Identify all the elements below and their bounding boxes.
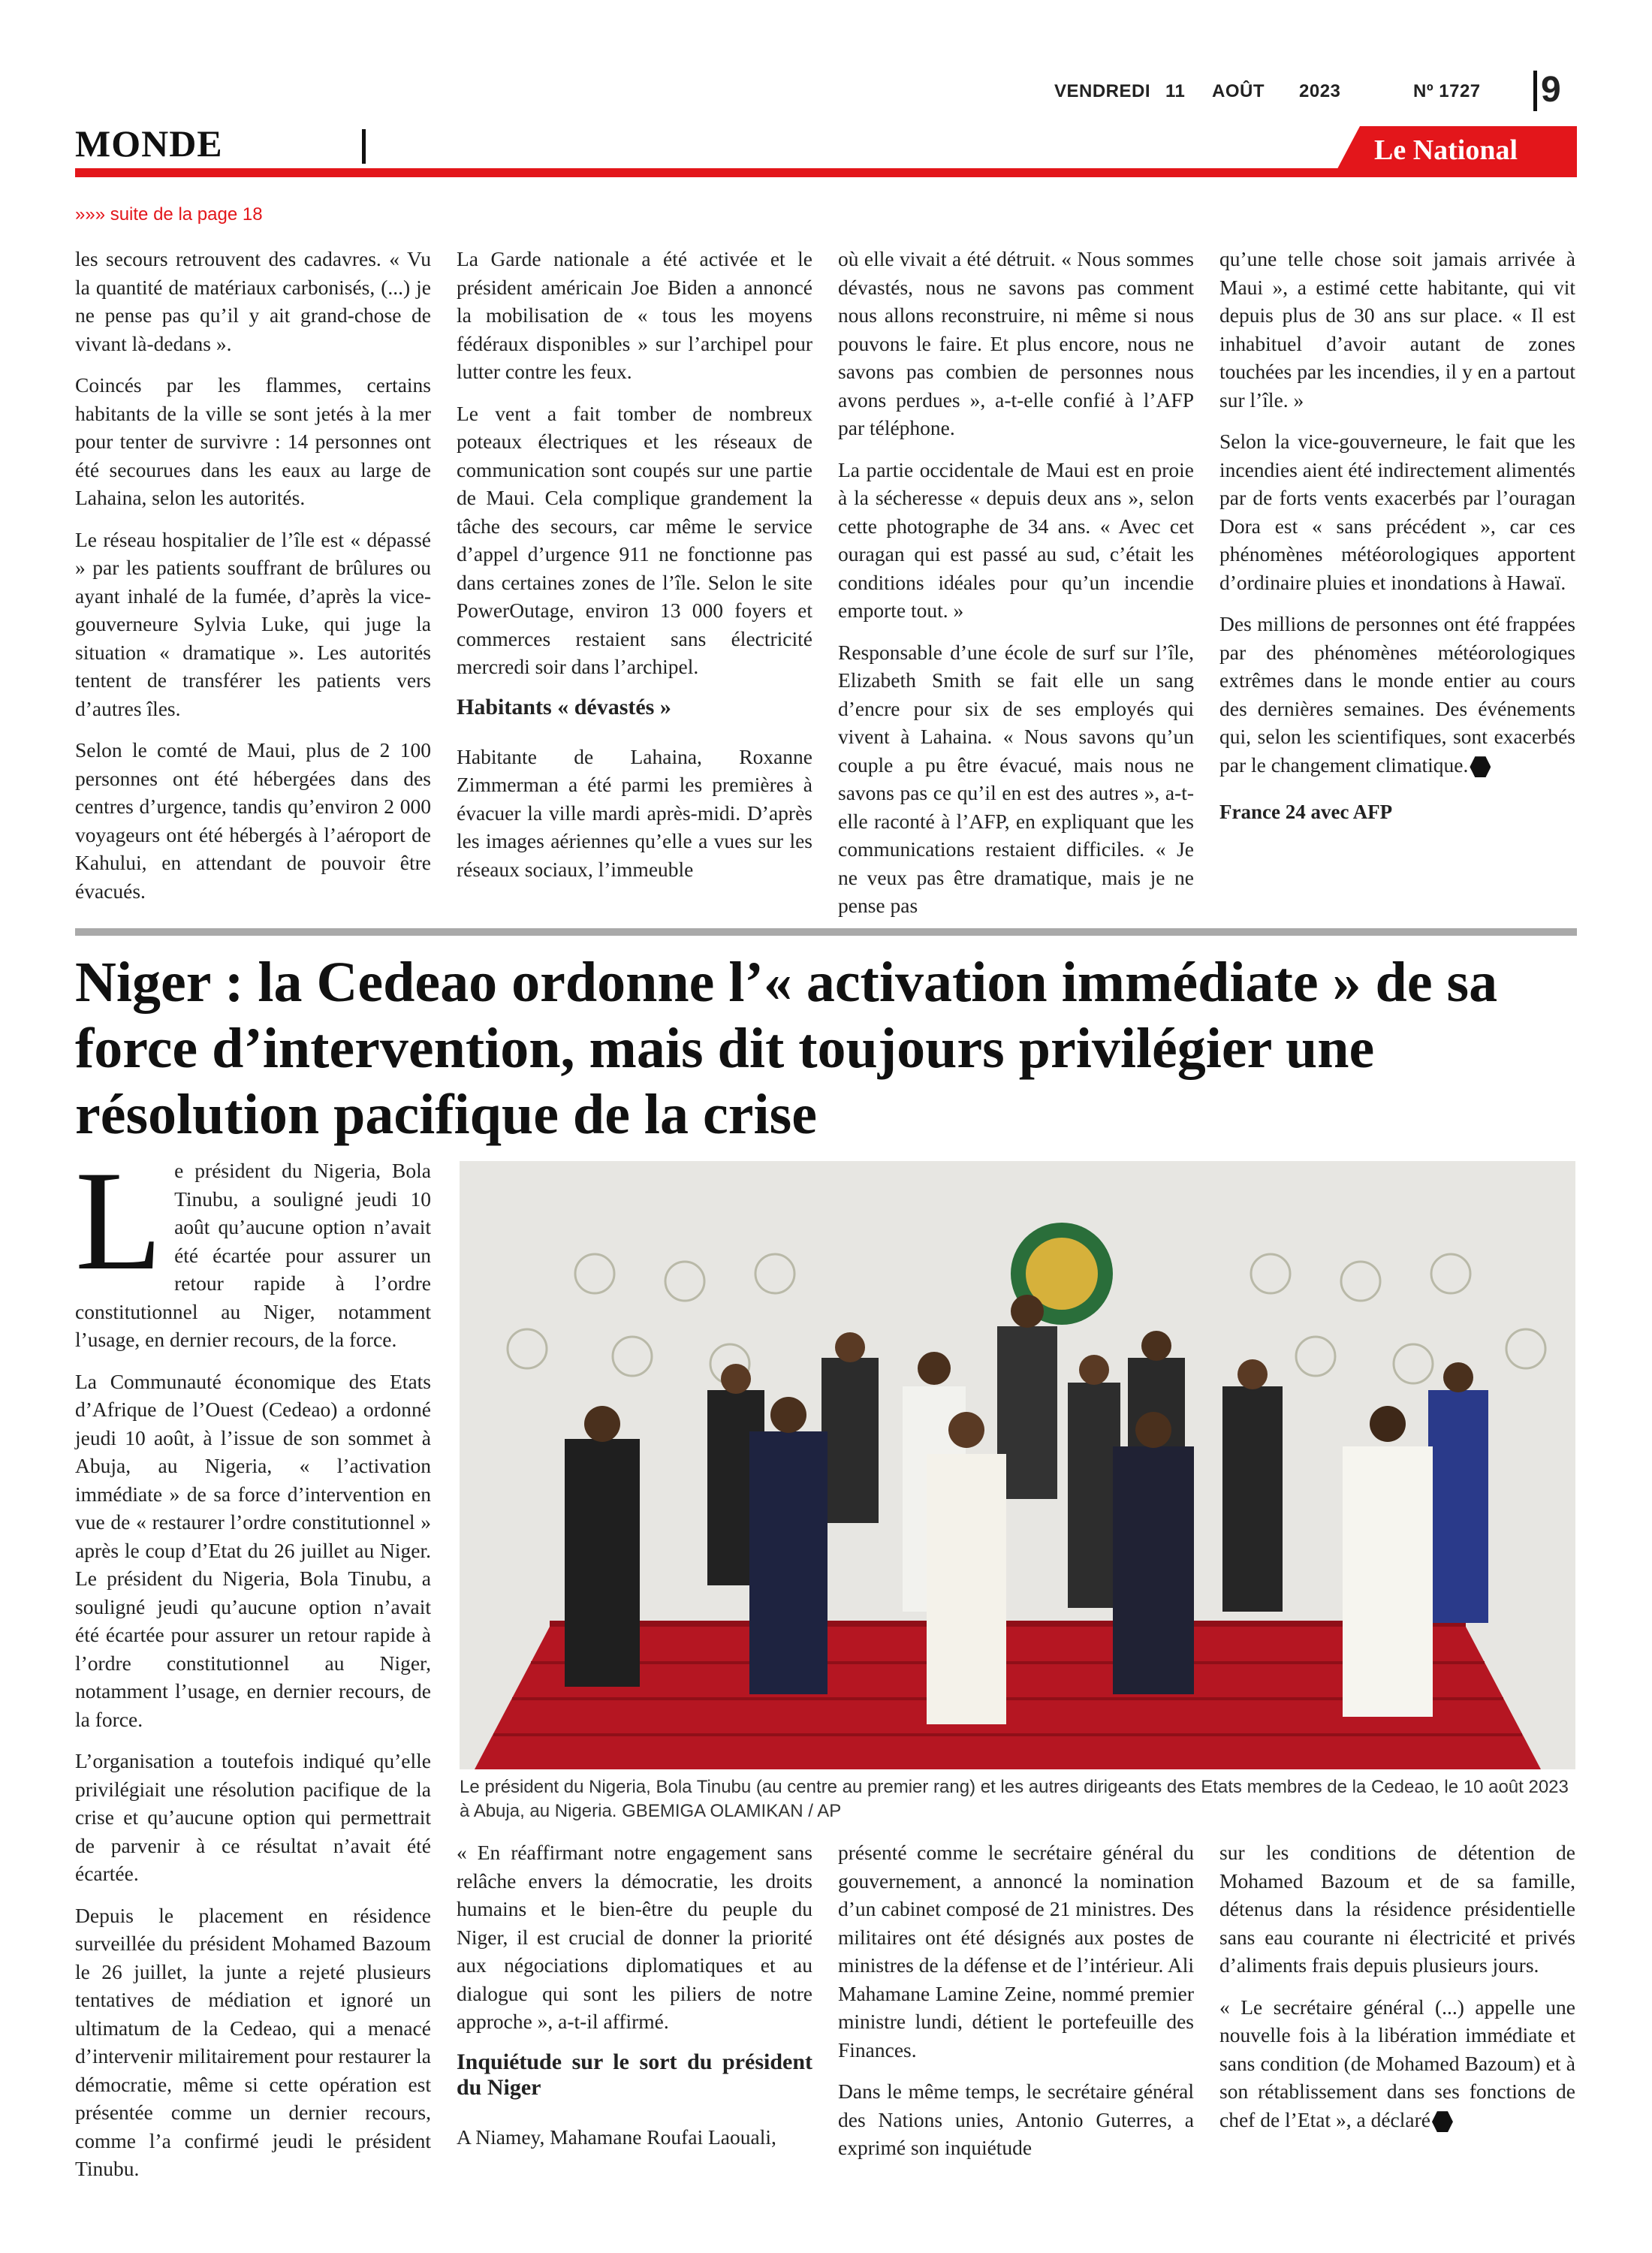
paragraph: Dans le même temps, le secrétaire général des Nations unies, Antonio Guterres, a exprimé son inquiétude bbox=[838, 2080, 1194, 2159]
header-date-number: 11 bbox=[1165, 81, 1186, 101]
header-month: AOÛT bbox=[1212, 81, 1265, 101]
paragraph: Selon le comté de Maui, plus de 2 100 personnes ont été hébergées dans des centres d’urgence, tandis qu’environ 2 000 voyageurs ont été hébergés à l’aéroport de Kahului, en attendant de pouvoir être évacués. bbox=[75, 738, 431, 903]
paragraph: sur les conditions de détention de Mohamed Bazoum et de sa famille, détenus dans la résidence présidentielle sans eau courante ni électricité et privés d’aliments frais depuis plusieurs jours. bbox=[1219, 1841, 1575, 1977]
continued-from-link[interactable]: »»» suite de la page 18 bbox=[75, 204, 263, 225]
paragraph: La Communauté économique des Etats d’Afrique de l’Ouest (Cedeao) a ordonné jeudi 10 août, à l’issue de son sommet à Abuja, au Nigeria, « l’activation immédiate » de sa force d’intervention en vue de « restaurer l’ordre constitutionnel » après le coup d’Etat du 26 juillet au Niger. Le président du Nigeria, Bola Tinubu, a souligné jeudi qu’aucune option n’avait été écartée pour assurer un retour rapide à l’ordre constitutionnel au Niger, notamment l’usage, en dernier recours, de la force. bbox=[75, 1369, 431, 1731]
photo-illustration bbox=[460, 1161, 1575, 1769]
paragraph: Habitante de Lahaina, Roxanne Zimmerman a été parmi les premières à évacuer la ville mardi après-midi. D’après les images aériennes qu’elle a vues sur les réseaux sociaux, l’immeuble bbox=[457, 744, 812, 881]
paragraph: Le réseau hospitalier de l’île est « dépassé » par les patients souffrant de brûlures ou ayant inhalé de la fumée, d’après la vice-gouverneure Sylvia Luke, qui juge la situation « dramatique ». Les autorités tentent de transférer les patients vers d’autres îles. bbox=[75, 527, 431, 720]
main-article-column-2 bbox=[457, 1838, 812, 2164]
paragraph bbox=[1219, 1993, 1575, 2134]
paragraph: où elle vivait a été détruit. « Nous sommes dévastés, nous ne savons pas comment nous allons reconstruire, ni même si nous pouvons le faire. Et plus encore, nous ne savons pas combien de personnes nous avons perdues », a-t-elle confié à l’AFP par téléphone. bbox=[838, 247, 1194, 439]
issue-number: Nº 1727 bbox=[1413, 81, 1481, 101]
top-article-column-2 bbox=[457, 245, 812, 897]
end-mark-icon bbox=[1432, 2111, 1453, 2132]
drop-cap: L bbox=[75, 1142, 163, 1300]
subheading: Inquiétude sur le sort du président du Niger bbox=[457, 2049, 812, 2100]
article-divider bbox=[75, 928, 1577, 936]
paragraph-text: Des millions de personnes ont été frappées par des phénomènes météorologiques extrêmes dans le monde entier au cours des dernières semaines. Des événements qui, selon les scientifiques, sont exacerbés par le changement climatique. bbox=[1219, 612, 1575, 777]
paragraph: L’organisation a toutefois indiqué qu’elle privilégiait une résolution pacifique de la crise et qu’aucune option qui permettrait de parvenir à ce résultat n’avait été écartée. bbox=[75, 1749, 431, 1885]
lead-paragraph bbox=[75, 1142, 431, 1354]
subheading: Habitants « dévastés » bbox=[457, 694, 671, 719]
top-article-column-1 bbox=[75, 245, 431, 918]
main-article-column-4 bbox=[1219, 1838, 1575, 2147]
article-credit: France 24 avec AFP bbox=[1219, 801, 1393, 823]
top-article-column-3 bbox=[838, 245, 1194, 933]
page-number-bar bbox=[1533, 71, 1537, 111]
paragraph: Le vent a fait tomber de nombreux poteaux électriques et les réseaux de communication sont coupés sur une partie de Maui. Cela complique grandement la tâche des secours, car même le service d’appel d’urgence 911 ne fonctionne pas dans certaines zones de l’île. Selon le site PowerOutage, environ 13 000 foyers et commerces restaient sans électricité mercredi soir dans l’archipel. bbox=[457, 401, 812, 678]
paragraph: Selon la vice-gouverneure, le fait que les incendies aient été indirectement alimentés par de forts vents exacerbés par l’ouragan Dora est « sans précédent », car ces phénomènes météorologiques apportent d’ordinaire pluies et inondations à Hawaï. bbox=[1219, 430, 1575, 594]
headline: Niger : la Cedeao ordonne l’« activation immédiate » de sa force d’intervention, mais dit toujours privilégier une résolution pacifique de la crise bbox=[75, 951, 1498, 1146]
brand-name: Le National bbox=[1374, 134, 1518, 166]
paragraph-text: « Le secrétaire général (...) appelle une nouvelle fois à la libération immédiate et sans condition (de Mohamed Bazoum) et à son rétablissement dans ses fonctions de chef de l’Etat », a déclaré bbox=[1219, 1995, 1575, 2131]
paragraph: Responsable d’une école de surf sur l’île, Elizabeth Smith se fait elle un sang d’encre pour six de ses employés qui vivent à Lahaina. « Nous savons qu’un couple a pu être évacué, mais nous ne savons pas ce qu’il en est des autres », a-t-elle raconté à l’AFP, en expliquant que les communications restaient difficiles. « Je ne veux pas être dramatique, mais je ne pense pas bbox=[838, 640, 1194, 917]
lead-text: e président du Nigeria, Bola Tinubu, a souligné jeudi 10 août qu’aucune option n’avait été écartée pour assurer un retour rapide à l’ordre constitutionnel au Niger, notamment l’usage, en dernier recours, de la force. bbox=[75, 1159, 431, 1351]
paragraph: A Niamey, Mahamane Roufai Laouali, bbox=[457, 2125, 776, 2149]
header-year: 2023 bbox=[1299, 81, 1341, 101]
paragraph: La Garde nationale a été activée et le président américain Joe Biden a annoncé la mobilisation de « tous les moyens fédéraux disponibles » sur l’archipel pour lutter contre les feux. bbox=[457, 247, 812, 383]
paragraph: qu’une telle chose soit jamais arrivée à Maui », a estimé cette habitante, qui vit depuis plus de 30 ans sur place. « Il est inhabituel d’avoir autant de zones touchées par les incendies, il y en a partout sur l’île. » bbox=[1219, 247, 1575, 412]
paragraph: Depuis le placement en résidence surveillée du président Mohamed Bazoum le 26 juillet, la junte a rejeté plusieurs tentatives de médiation et ignoré un ultimatum de la Cedeao, qui a menacé d’intervenir militairement pour restaurer la démocratie, même si cette opération est présentée comme un dernier recours, comme l’a confirmé jeudi le président Tinubu. bbox=[75, 1903, 431, 2180]
paragraph: les secours retrouvent des cadavres. « Vu la quantité de matériaux carbonisés, (...) je ne pense pas qu’il y ait grand-chose de vivant là-dedans ». bbox=[75, 247, 431, 355]
header-day: VENDREDI bbox=[1054, 81, 1151, 101]
end-mark-icon bbox=[1470, 756, 1491, 777]
paragraph: La partie occidentale de Maui est en proie à la sécheresse « depuis deux ans », selon cette photographe de 34 ans. « Avec cet ouragan qui est passé au sud, c’était les conditions idéales pour qu’un incendie emporte tout. » bbox=[838, 457, 1194, 622]
section-title: MONDE bbox=[75, 122, 223, 164]
photo-caption: Le président du Nigeria, Bola Tinubu (au centre au premier rang) et les autres dirigeants des Etats membres de la Cedeao, le 10 août 2023 à Abuja, au Nigeria. GBEMIGA OLAMIKAN / AP bbox=[460, 1777, 1569, 1821]
top-article-column-4 bbox=[1219, 245, 1575, 827]
paragraph: Coincés par les flammes, certains habitants de la ville se sont jetés à la mer pour tenter de survivre : 14 personnes ont été secourues dans les eaux au large de Lahaina, selon les autorités. bbox=[75, 373, 431, 509]
section-bar bbox=[362, 129, 366, 164]
summit-group-photo bbox=[460, 1161, 1575, 1769]
paragraph: présenté comme le secrétaire général du gouvernement, a annoncé la nomination d’un cabinet composé de 21 ministres. Des militaires ont été désignés aux postes de ministres de la défense et de l’intérieur. Ali Mahamane Lamine Zeine, nommé premier ministre lundi, détient le portefeuille des Finances. bbox=[838, 1841, 1194, 2061]
paragraph: « En réaffirmant notre engagement sans relâche envers la démocratie, les droits humains et le bien-être du peuple du Niger, il est crucial de donner la priorité aux négociations diplomatiques et au dialogue qui sont les piliers de notre approche », a-t-il affirmé. bbox=[457, 1841, 812, 2033]
main-article-column-3 bbox=[838, 1838, 1194, 2176]
page-number: 9 bbox=[1541, 70, 1561, 110]
paragraph bbox=[1219, 610, 1575, 779]
main-article-column-1 bbox=[75, 1142, 431, 2197]
